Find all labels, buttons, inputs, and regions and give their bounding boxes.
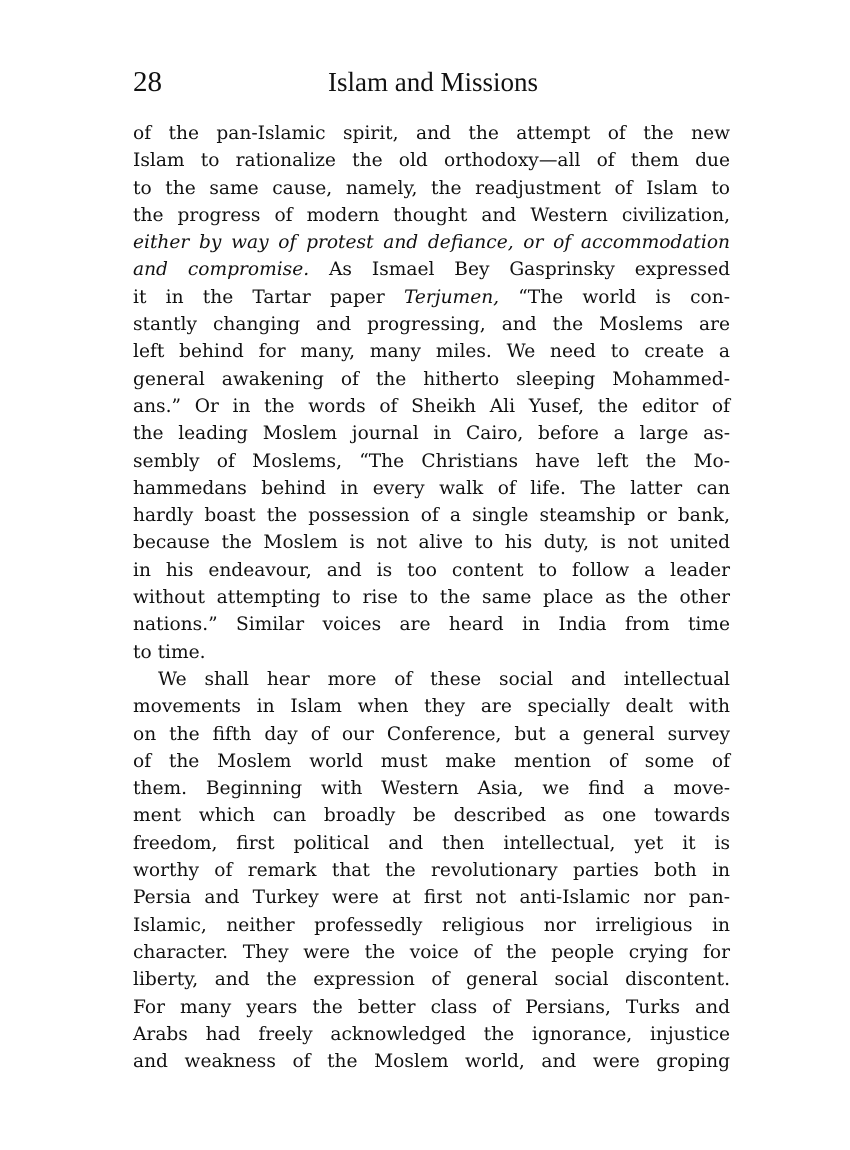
text-line: liberty, and the expression of general social discontent. (133, 969, 730, 991)
text-line: to the same cause, namely, the readjustment of Islam to (133, 177, 730, 199)
italic-text: and compromise. (133, 259, 310, 281)
text-line: character. They were the voice of the people crying for (133, 941, 730, 963)
body-text (133, 120, 730, 1075)
text-line: Persia and Turkey were at first not anti-Islamic nor pan- (133, 887, 730, 909)
page-number: 28 (133, 66, 162, 98)
paragraph-1 (133, 120, 730, 666)
text-line: them. Beginning with Western Asia, we find a move- (133, 778, 730, 800)
text-line-mixed (133, 256, 730, 283)
text-line: freedom, first political and then intellectual, yet it is (133, 832, 730, 854)
text-line: ment which can broadly be described as one towards (133, 805, 730, 827)
text-segment: As Ismael Bey Gasprinsky expressed (309, 259, 730, 281)
text-line: hardly boast the possession of a single steamship or bank, (133, 505, 730, 527)
text-line: For many years the better class of Persians, Turks and (133, 996, 730, 1018)
text-line: the leading Moslem journal in Cairo, before a large as- (133, 423, 730, 445)
text-line: worthy of remark that the revolutionary parties both in (133, 860, 730, 882)
text-line-mixed (133, 284, 730, 311)
text-line: on the fifth day of our Conference, but a general survey (133, 723, 730, 745)
text-line: of the pan-Islamic spirit, and the attempt of the new (133, 123, 730, 144)
text-line-indented: We shall hear more of these social and intellectual (158, 668, 730, 690)
text-line: Islam to rationalize the old orthodoxy—all of them due (133, 150, 730, 172)
text-line: stantly changing and progressing, and the Moslems are (133, 314, 730, 336)
text-line: the progress of modern thought and Western civilization, (133, 204, 730, 226)
text-line: nations.” Similar voices are heard in India from time (133, 614, 730, 636)
text-line: of the Moslem world must make mention of some of (133, 750, 730, 772)
text-line: left behind for many, many miles. We need to create a (133, 341, 730, 363)
text-segment: “The world is con- (499, 286, 730, 308)
text-line-italic (133, 229, 730, 256)
text-line: ans.” Or in the words of Sheikh Ali Yusef, the editor of (133, 395, 730, 417)
text-segment: it in the Tartar paper (133, 286, 404, 308)
text-line: in his endeavour, and is too content to follow a leader (133, 559, 730, 581)
text-line: hammedans behind in every walk of life. The latter can (133, 477, 730, 499)
text-line: and weakness of the Moslem world, and were groping (133, 1051, 730, 1073)
text-line: Arabs had freely acknowledged the ignorance, injustice (133, 1023, 730, 1045)
italic-text: either by way of protest and defiance, or of accommodation (133, 232, 730, 254)
text-line: sembly of Moslems, “The Christians have left the Mo- (133, 450, 730, 472)
text-line: because the Moslem is not alive to his duty, is not united (133, 532, 730, 554)
running-title: Islam and Missions (328, 67, 539, 97)
paragraph-2 (133, 666, 730, 1075)
text-line-last: to time. (133, 641, 206, 663)
running-head (133, 62, 733, 102)
italic-text: Terjumen, (403, 286, 500, 308)
text-line: general awakening of the hitherto sleeping Mohammed- (133, 368, 730, 390)
text-line: without attempting to rise to the same place as the other (133, 587, 730, 609)
text-line: Islamic, neither professedly religious nor irreligious in (133, 914, 730, 936)
text-line: movements in Islam when they are specially dealt with (133, 696, 730, 718)
